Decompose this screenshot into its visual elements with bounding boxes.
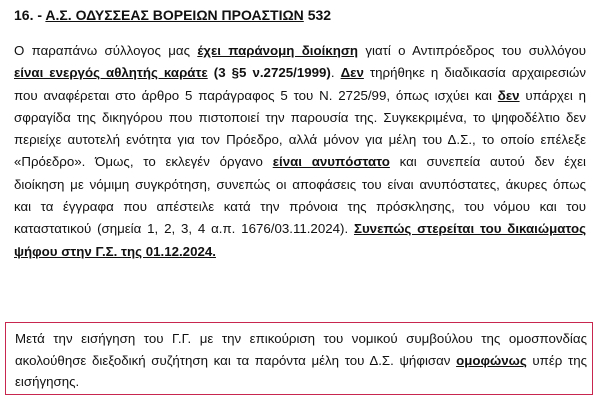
paragraph-line: διοίκηση με νόμιμη συγκρότηση, συνεπώς οι αποφάσεις του είναι ανυπόστατες, άκυρες όπως (14, 176, 586, 192)
paragraph-line (14, 85, 586, 107)
text-run: Ο παραπάνω σύλλογος μας (14, 43, 198, 58)
paragraph-line (14, 241, 586, 263)
law-reference: (3 §5 ν.2725/1999) (207, 65, 331, 81)
text-run: «Πρόεδρο». Όμως, το εκλεγέν όργανο (14, 154, 273, 170)
text-run: τηρήθηκε η διαδικασία αρχαιρεσιών (363, 65, 586, 81)
paragraph-line (14, 151, 586, 173)
paragraph-line: και τα έγγραφα που απέστειλε κατά την πρόνοια της πρόσκλησης, του νόμου και του (14, 199, 586, 215)
paragraph-line (14, 40, 586, 62)
section-number: 16. - (14, 7, 43, 23)
emphasis-unanimous: ομοφώνως (456, 352, 527, 368)
text-run: υπάρχει η (519, 87, 586, 103)
emphasis-not: δεν (497, 87, 520, 103)
section-title: Α.Σ. ΟΔΥΣΣΕΑΣ ΒΟΡΕΙΩΝ ΠΡΟΑΣΤΙΩΝ (45, 7, 304, 23)
text-run: . (330, 65, 341, 81)
text-run: ακολούθησε διεξοδική συζήτηση και τα παρόντα μέλη του Δ.Σ. ψήφισαν (15, 352, 457, 368)
paragraph-line: σφραγίδα της δικηγόρου που πιστοποιεί την παρουσία της. Συγκεκριμένα, το ψηφοδέλτιο δεν (14, 109, 586, 125)
text-run: γιατί ο Αντιπρόεδρος του συλλόγου (358, 43, 586, 58)
paragraph-line (14, 218, 586, 240)
emphasis-active-athlete: είναι ενεργός αθλητής καράτε (14, 65, 208, 81)
text-run: και συνεπεία αυτού δεν έχει (389, 154, 586, 170)
decision-box (5, 322, 593, 395)
decision-line: εισήγησης. (15, 374, 80, 389)
emphasis-conclusion: Συνεπώς στερείται του δικαιώματος (353, 221, 586, 237)
paragraph-line (14, 62, 586, 84)
text-run: υπέρ της (526, 352, 587, 368)
decision-text (15, 328, 587, 393)
emphasis-illegal-board: έχει παράνομη διοίκηση (197, 43, 359, 58)
emphasis-nonexistent: είναι ανυπόστατο (272, 154, 390, 170)
paragraph-line: περιείχε αυτοτελή ενότητα για τον Πρόεδρο, αλλά μόνον για μέλη του Δ.Σ., το οποίο επέλεξε (14, 132, 586, 148)
text-run: που αναφέρεται στο άρθρο 5 παράγραφος 5 του Ν. 2725/99, όπως ισχύει και (14, 87, 498, 103)
decision-line: Μετά την εισήγηση του Γ.Γ. με την επικούριση του νομικού συμβούλου της ομοσπονδίας (15, 331, 587, 346)
emphasis-not: Δεν (340, 65, 364, 81)
decision-line (15, 350, 587, 372)
section-heading (14, 7, 331, 23)
emphasis-conclusion: ψήφου στην Γ.Σ. της 01.12.2024. (14, 243, 216, 259)
section-paragraph (14, 40, 586, 263)
text-run: καταστατικού (σημεία 1, 2, 3, 4 α.π. 1676/03.11.2024). (14, 221, 354, 237)
section-code: 532 (307, 7, 332, 23)
